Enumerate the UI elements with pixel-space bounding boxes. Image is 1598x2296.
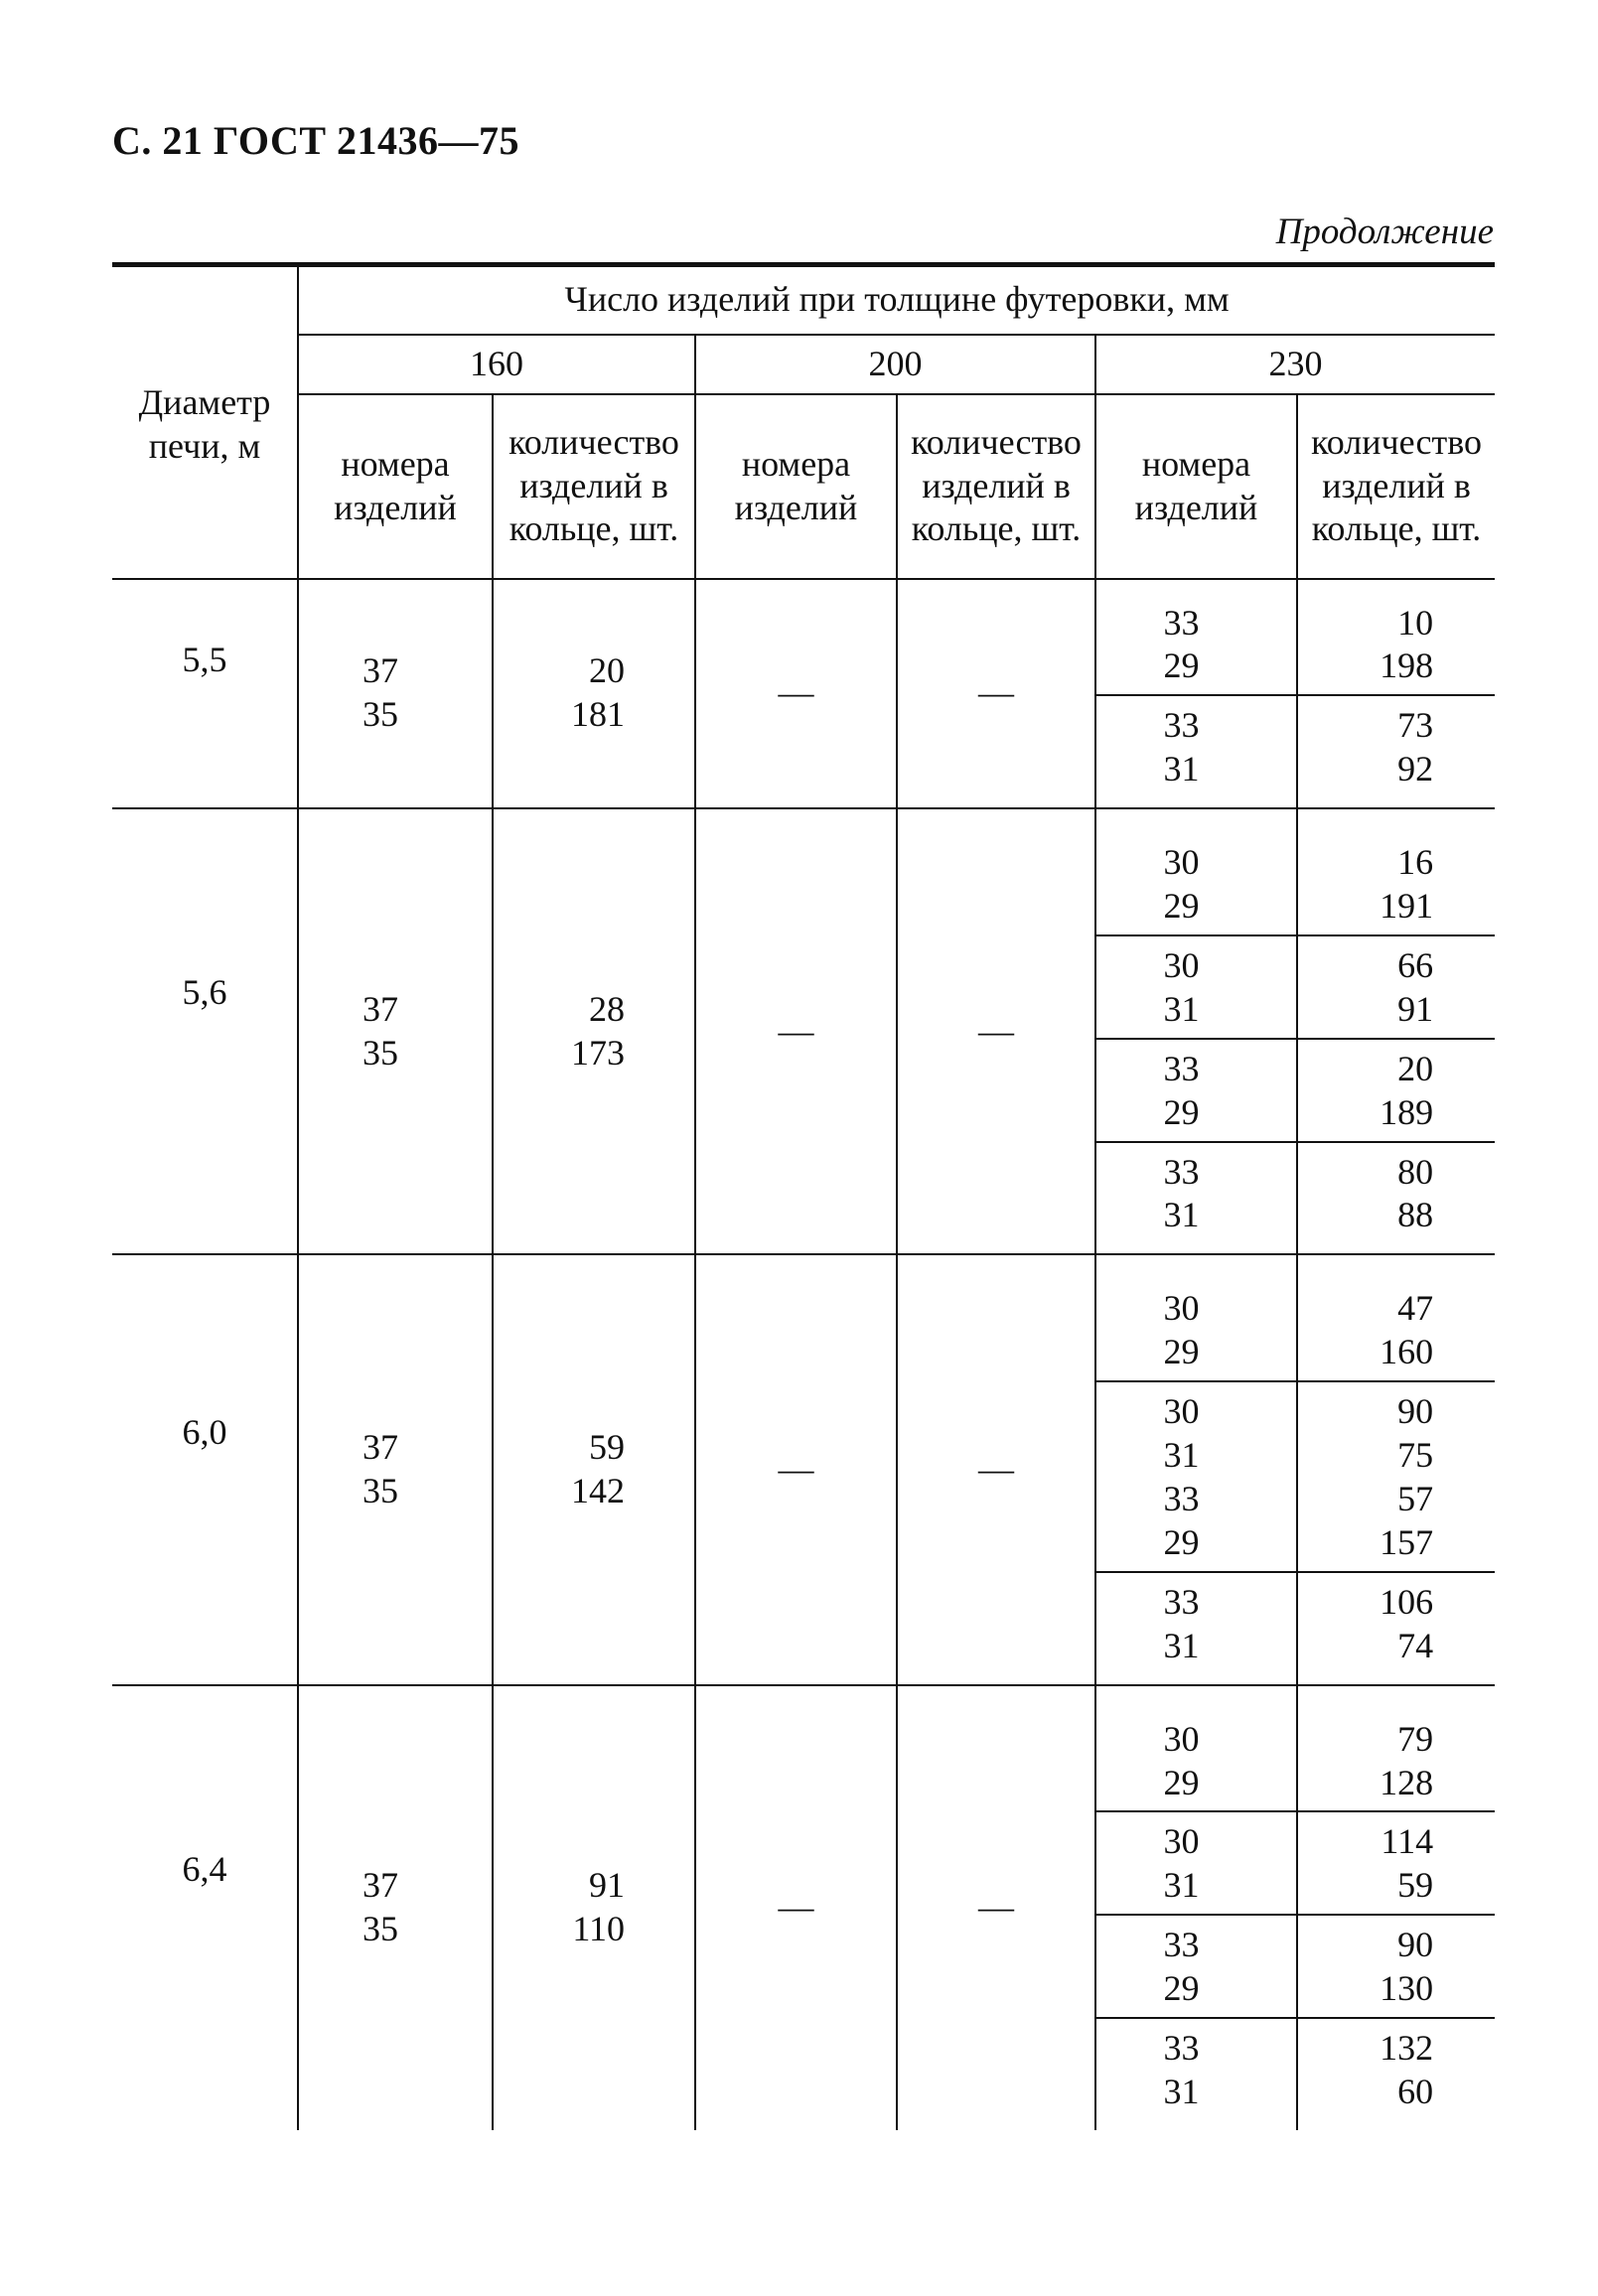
- quantity-160-cell: [493, 1685, 695, 2130]
- continuation-label: Продолжение: [1275, 212, 1494, 252]
- variant-block: [1298, 1710, 1495, 1813]
- lining-table: [112, 262, 1495, 2130]
- thickness-230-header: 230: [1095, 335, 1495, 394]
- item-quantity: 132: [1380, 2028, 1434, 2069]
- item-quantity: 28: [589, 988, 625, 1029]
- item-quantity: 10: [1397, 602, 1434, 643]
- item-number: 29: [1163, 646, 1200, 686]
- numbers-200-cell: [695, 1254, 897, 1684]
- item-number: 35: [363, 1032, 398, 1073]
- numbers-230-cell: [1095, 808, 1297, 1254]
- diameter-value: 5,5: [182, 639, 227, 679]
- item-quantity: 92: [1397, 749, 1434, 789]
- item-number: 29: [1163, 1968, 1200, 2009]
- variant-block: [1096, 833, 1296, 936]
- quantity-230-cell: [1297, 1685, 1495, 2130]
- quantity-160-cell: [493, 808, 695, 1254]
- item-number: 29: [1163, 1091, 1200, 1132]
- item-quantity: 198: [1380, 646, 1434, 686]
- quantity-200-cell: [897, 579, 1095, 809]
- variant-block: [1096, 1143, 1296, 1254]
- item-quantity: 128: [1380, 1762, 1434, 1802]
- page-header: С. 21 ГОСТ 21436—75: [112, 118, 520, 163]
- item-number: 33: [1163, 1925, 1200, 1965]
- item-quantity: 57: [1397, 1479, 1434, 1518]
- numbers-header-230: номера изделий: [1095, 394, 1297, 579]
- item-number: 33: [1163, 1048, 1200, 1088]
- diameter-cell: [112, 1685, 298, 2130]
- item-number: 30: [1163, 1288, 1200, 1329]
- table-container: [112, 262, 1495, 2130]
- item-quantity: 88: [1397, 1195, 1434, 1235]
- item-number: 37: [363, 650, 398, 691]
- table-row: [112, 1685, 1495, 2130]
- variant-block: [1096, 1812, 1296, 1916]
- variant-block: [1298, 1812, 1495, 1916]
- variant-block: [1096, 1279, 1296, 1382]
- numbers-200-cell: [695, 1685, 897, 2130]
- item-quantity: 73: [1397, 705, 1434, 746]
- item-number: 35: [363, 694, 398, 735]
- variant-block: [1298, 696, 1495, 807]
- quantity-160-cell: [493, 1254, 695, 1684]
- item-quantity: 16: [1397, 842, 1434, 883]
- dash: —: [978, 1449, 1014, 1490]
- item-number: 29: [1163, 1332, 1200, 1372]
- item-number: 31: [1163, 749, 1200, 789]
- item-number: 29: [1163, 886, 1200, 927]
- diameter-value: 5,6: [182, 972, 227, 1013]
- dash: —: [778, 672, 814, 713]
- quantity-header-160: количество изделий в кольце, шт.: [493, 394, 695, 579]
- item-number: 30: [1163, 1821, 1200, 1862]
- item-quantity: 66: [1397, 944, 1434, 985]
- item-number: 37: [363, 988, 398, 1029]
- item-number: 33: [1163, 1581, 1200, 1622]
- quantity-160-cell: [493, 579, 695, 809]
- item-number: 33: [1163, 2028, 1200, 2069]
- item-quantity: 189: [1380, 1091, 1434, 1132]
- numbers-160-cell: [298, 808, 493, 1254]
- item-quantity: 110: [572, 1909, 625, 1949]
- thickness-200-header: 200: [695, 335, 1095, 394]
- item-number: 29: [1163, 1762, 1200, 1802]
- item-number: 29: [1163, 1521, 1200, 1562]
- numbers-160-cell: [298, 1685, 493, 2130]
- variant-block: [1298, 1382, 1495, 1573]
- item-quantity: 59: [589, 1427, 625, 1468]
- variant-block: [1298, 1573, 1495, 1684]
- item-number: 30: [1163, 944, 1200, 985]
- item-quantity: 181: [571, 694, 625, 735]
- diameter-header: Диаметр печи, м: [112, 265, 298, 579]
- table-row: [112, 579, 1495, 809]
- numbers-header-160: номера изделий: [298, 394, 493, 579]
- item-number: 30: [1163, 1391, 1200, 1432]
- item-quantity: 60: [1397, 2071, 1434, 2111]
- item-quantity: 160: [1380, 1332, 1434, 1372]
- table-row: [112, 1254, 1495, 1684]
- item-number: 33: [1163, 705, 1200, 746]
- variant-block: [1298, 1143, 1495, 1254]
- item-quantity: 90: [1397, 1391, 1434, 1432]
- item-quantity: 191: [1380, 886, 1434, 927]
- variant-block: [1096, 696, 1296, 807]
- dash: —: [978, 672, 1014, 713]
- item-quantity: 74: [1397, 1625, 1434, 1665]
- item-quantity: 79: [1397, 1718, 1434, 1759]
- variant-block: [1096, 1382, 1296, 1573]
- item-quantity: 80: [1397, 1151, 1434, 1192]
- group-header: Число изделий при толщине футеровки, мм: [298, 265, 1495, 335]
- variant-block: [1298, 1916, 1495, 2019]
- variant-block: [1298, 936, 1495, 1040]
- item-quantity: 91: [1397, 988, 1434, 1029]
- variant-block: [1096, 1710, 1296, 1813]
- diameter-value: 6,0: [182, 1412, 227, 1453]
- item-quantity: 106: [1380, 1581, 1434, 1622]
- item-quantity: 20: [1397, 1048, 1434, 1088]
- variant-block: [1096, 1573, 1296, 1684]
- item-quantity: 130: [1380, 1968, 1434, 2009]
- variant-block: [1096, 1916, 1296, 2019]
- item-number: 37: [363, 1865, 398, 1906]
- item-number: 31: [1163, 1195, 1200, 1235]
- quantity-header-230: количество изделий в кольце, шт.: [1297, 394, 1495, 579]
- item-quantity: 114: [1380, 1821, 1434, 1862]
- quantity-200-cell: [897, 1254, 1095, 1684]
- numbers-200-cell: [695, 808, 897, 1254]
- item-number: 30: [1163, 842, 1200, 883]
- numbers-160-cell: [298, 1254, 493, 1684]
- dash: —: [978, 1010, 1014, 1051]
- dash: —: [778, 1887, 814, 1928]
- item-number: 35: [363, 1471, 398, 1510]
- diameter-cell: [112, 1254, 298, 1684]
- diameter-value: 6,4: [182, 1848, 227, 1889]
- variant-block: [1096, 936, 1296, 1040]
- quantity-230-cell: [1297, 808, 1495, 1254]
- item-number: 35: [363, 1909, 398, 1949]
- item-number: 30: [1163, 1718, 1200, 1759]
- variant-block: [1298, 2019, 1495, 2130]
- numbers-230-cell: [1095, 579, 1297, 809]
- item-quantity: 90: [1397, 1925, 1434, 1965]
- item-number: 33: [1163, 602, 1200, 643]
- item-quantity: 20: [589, 650, 625, 691]
- table-body: [112, 579, 1495, 2130]
- numbers-230-cell: [1095, 1254, 1297, 1684]
- item-number: 31: [1163, 1865, 1200, 1906]
- item-quantity: 47: [1397, 1288, 1434, 1329]
- item-number: 33: [1163, 1479, 1200, 1518]
- variant-block: [1096, 1040, 1296, 1143]
- item-number: 37: [363, 1427, 398, 1468]
- numbers-200-cell: [695, 579, 897, 809]
- diameter-cell: [112, 579, 298, 809]
- numbers-header-200: номера изделий: [695, 394, 897, 579]
- variant-block: [1298, 833, 1495, 936]
- item-quantity: 142: [571, 1471, 625, 1510]
- dash: —: [778, 1449, 814, 1490]
- variant-block: [1298, 1279, 1495, 1382]
- dash: —: [778, 1010, 814, 1051]
- quantity-200-cell: [897, 1685, 1095, 2130]
- thickness-160-header: 160: [298, 335, 695, 394]
- item-number: 31: [1163, 1435, 1200, 1476]
- item-quantity: 173: [571, 1032, 625, 1073]
- item-quantity: 157: [1380, 1521, 1434, 1562]
- quantity-230-cell: [1297, 579, 1495, 809]
- variant-block: [1298, 1040, 1495, 1143]
- item-number: 31: [1163, 2071, 1200, 2111]
- item-quantity: 59: [1397, 1865, 1434, 1906]
- variant-block: [1096, 2019, 1296, 2130]
- item-number: 31: [1163, 1625, 1200, 1665]
- table-row: [112, 808, 1495, 1254]
- diameter-cell: [112, 808, 298, 1254]
- numbers-230-cell: [1095, 1685, 1297, 2130]
- quantity-200-cell: [897, 808, 1095, 1254]
- numbers-160-cell: [298, 579, 493, 809]
- variant-block: [1298, 594, 1495, 697]
- item-quantity: 75: [1397, 1435, 1434, 1476]
- item-number: 31: [1163, 988, 1200, 1029]
- quantity-230-cell: [1297, 1254, 1495, 1684]
- item-quantity: 91: [589, 1865, 625, 1906]
- quantity-header-200: количество изделий в кольце, шт.: [897, 394, 1095, 579]
- item-number: 33: [1163, 1151, 1200, 1192]
- variant-block: [1096, 594, 1296, 697]
- dash: —: [978, 1887, 1014, 1928]
